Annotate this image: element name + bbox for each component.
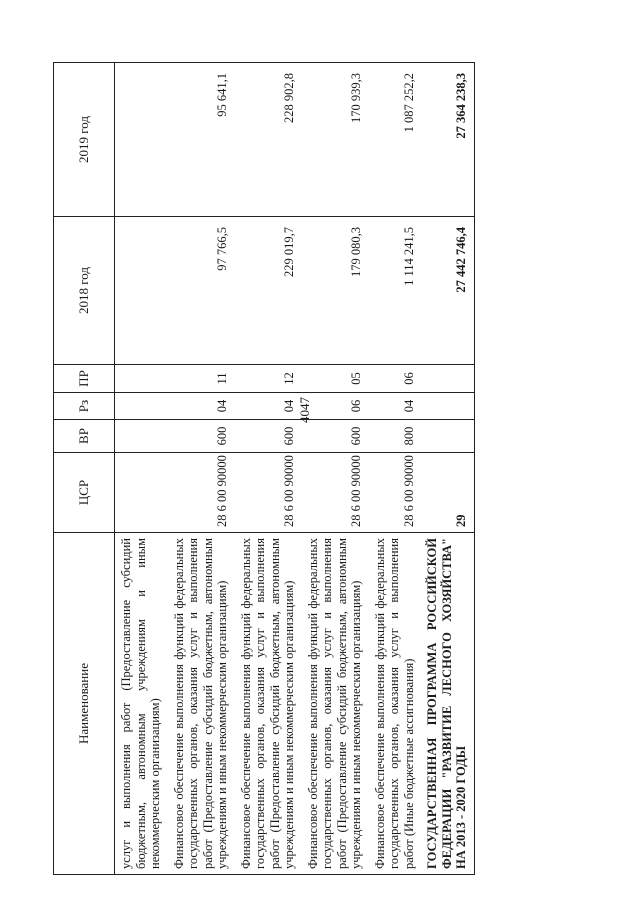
row-2019: 170 939,3 xyxy=(302,63,369,217)
row-pr: 05 xyxy=(302,365,369,393)
header-2018: 2018 год xyxy=(54,217,115,365)
row-pr: 06 xyxy=(369,365,422,393)
page-number: 4047 xyxy=(297,397,312,423)
row-rz xyxy=(115,393,168,420)
total-pr xyxy=(421,365,474,393)
row-csr: 28 6 00 90000 xyxy=(302,453,369,533)
header-csr: ЦСР xyxy=(54,453,115,533)
row-name: услуг и выполнения работ (Предоставление субсидий бюджетным, автономным учреждениям и иным некоммерческим организациям) xyxy=(115,533,168,875)
row-2018: 97 766,5 xyxy=(168,217,235,365)
budget-table xyxy=(53,62,475,875)
total-vr xyxy=(421,420,474,453)
row-2019: 1 087 252,2 xyxy=(369,63,422,217)
row-2018 xyxy=(115,217,168,365)
row-2018: 229 019,7 xyxy=(235,217,302,365)
row-pr xyxy=(115,365,168,393)
table-row xyxy=(235,63,302,875)
row-name: Финансовое обеспечение выполнения функций федеральных государственных органов, оказания услуг и выполнения работ (Предоставление субсидий бюджетным, автономным учреждениям и иным некоммерческим организациям) xyxy=(168,533,235,875)
row-rz: 04 xyxy=(168,393,235,420)
row-pr: 11 xyxy=(168,365,235,393)
row-rz: 06 xyxy=(302,393,369,420)
row-rz: 04 xyxy=(235,393,302,420)
row-vr: 600 xyxy=(168,420,235,453)
header-vr: ВР xyxy=(54,420,115,453)
header-pr: ПР xyxy=(54,365,115,393)
row-name: Финансовое обеспечение выполнения функций федеральных государственных органов, оказания услуг и выполнения работ (Иные бюджетные ассигнования) xyxy=(369,533,422,875)
row-csr: 28 6 00 90000 xyxy=(168,453,235,533)
total-2019: 27 364 238,3 xyxy=(421,63,474,217)
total-csr: 29 xyxy=(421,453,474,533)
header-name: Наименование xyxy=(54,533,115,875)
header-2019: 2019 год xyxy=(54,63,115,217)
row-rz: 04 xyxy=(369,393,422,420)
total-rz xyxy=(421,393,474,420)
row-2018: 179 080,3 xyxy=(302,217,369,365)
row-2018: 1 114 241,5 xyxy=(369,217,422,365)
total-name: ГОСУДАРСТВЕННАЯ ПРОГРАММА РОССИЙСКОЙ ФЕДЕРАЦИИ "РАЗВИТИЕ ЛЕСНОГО ХОЗЯЙСТВА" НА 2013 - 2020 ГОДЫ xyxy=(421,533,474,875)
row-csr: 28 6 00 90000 xyxy=(235,453,302,533)
row-vr: 600 xyxy=(235,420,302,453)
row-2019 xyxy=(115,63,168,217)
row-csr xyxy=(115,453,168,533)
table-header-row xyxy=(54,63,115,875)
row-2019: 228 902,8 xyxy=(235,63,302,217)
row-name: Финансовое обеспечение выполнения функций федеральных государственных органов, оказания услуг и выполнения работ (Предоставление субсидий бюджетным, автономным учреждениям и иным некоммерческим организациям) xyxy=(302,533,369,875)
table-row-total xyxy=(421,63,474,875)
row-vr xyxy=(115,420,168,453)
table-row xyxy=(115,63,168,875)
budget-table-page xyxy=(53,63,610,875)
row-name: Финансовое обеспечение выполнения функций федеральных государственных органов, оказания услуг и выполнения работ (Предоставление субсидий бюджетным, автономным учреждениям и иным некоммерческим организациям) xyxy=(235,533,302,875)
row-2019: 95 641,1 xyxy=(168,63,235,217)
table-row xyxy=(369,63,422,875)
table-row xyxy=(302,63,369,875)
row-vr: 800 xyxy=(369,420,422,453)
table-row xyxy=(168,63,235,875)
header-rz: Рз xyxy=(54,393,115,420)
row-pr: 12 xyxy=(235,365,302,393)
row-csr: 28 6 00 90000 xyxy=(369,453,422,533)
total-2018: 27 442 746,4 xyxy=(421,217,474,365)
row-vr: 600 xyxy=(302,420,369,453)
